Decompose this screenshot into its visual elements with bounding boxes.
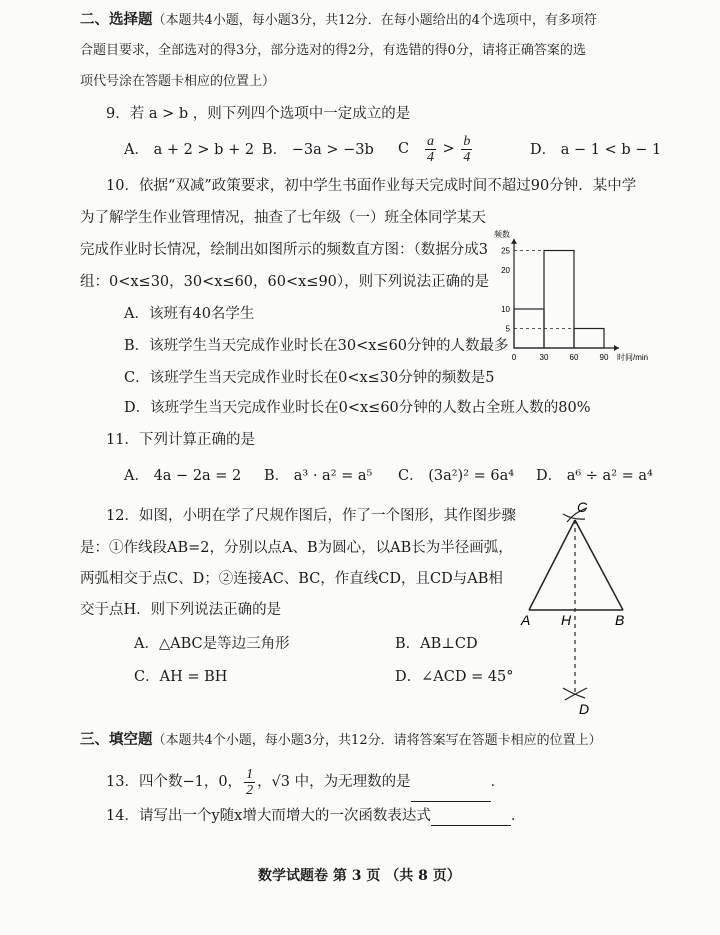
label-a: A <box>521 612 531 628</box>
page-footer: 数学试题卷 第 3 页 （共 8 页） <box>258 868 461 884</box>
x-tick-label: 60 <box>569 353 579 362</box>
q9-c-lhs-den: 4 <box>426 149 434 165</box>
x-tick-label: 0 <box>511 353 517 362</box>
q9-option-c-op: > <box>442 141 455 157</box>
q9-option-c-lhs <box>425 134 436 165</box>
q12-line4: 交于点H．则下列说法正确的是 <box>80 602 282 618</box>
q10-option-a: A．该班有40名学生 <box>124 306 255 322</box>
section2-note-line2: 合题目要求，全部选对的得3分，部分选对的得2分，有选错的得0分，请将正确答案的选 <box>80 43 586 58</box>
q14-answer-blank[interactable] <box>431 811 511 826</box>
q10-line4: 组：0<x≤30，30<x≤60，60<x≤90），则下列说法正确的是 <box>80 274 490 290</box>
q11-option-a: A． 4a − 2a = 2 <box>124 468 242 484</box>
q9-option-d: D． a − 1 < b − 1 <box>530 142 662 158</box>
side-bc <box>575 520 623 610</box>
q10-option-d: D．该班学生当天完成作业时长在0<x≤60分钟的人数占全班人数的80% <box>124 400 591 416</box>
geometry-figure <box>515 500 650 720</box>
x-tick-label: 90 <box>599 353 609 362</box>
histogram-bar <box>574 329 604 349</box>
q10-line3: 完成作业时长情况，绘制出如图所示的频数直方图：（数据分成3 <box>80 242 488 258</box>
q12-option-b: B．AB⊥CD <box>395 636 478 652</box>
q13-answer-blank[interactable] <box>411 787 491 802</box>
q9-option-a: A． a + 2 > b + 2 <box>124 142 255 158</box>
q9-c-lhs-num: a <box>426 133 434 149</box>
y-tick-label: 20 <box>501 266 510 275</box>
q9-c-rhs-num: b <box>463 133 471 149</box>
y-axis-arrow <box>511 239 517 244</box>
q11-option-d: D． a⁶ ÷ a² = a⁴ <box>536 468 653 484</box>
q13-pre: 13．四个数−1，0， <box>106 774 243 790</box>
q12-option-d: D．∠ACD = 45° <box>395 669 514 685</box>
q12-line2: 是：①作线段AB=2，分别以点A、B为圆心，以AB长为半径画弧， <box>80 540 513 556</box>
label-d: D <box>579 701 590 717</box>
q13-end: ． <box>490 774 506 790</box>
section2-note-line1: （本题共4小题，每小题3分，共12分．在每小题给出的4个选项中，有多项符 <box>152 13 597 28</box>
x-axis-label: 时间/min <box>617 353 649 362</box>
arc-bottom-right <box>565 688 587 700</box>
q14-end: ． <box>510 808 526 824</box>
q12-option-c: C．AH = BH <box>134 669 228 685</box>
arc-bottom-left <box>563 688 585 698</box>
q9-option-c-label: C <box>398 141 410 157</box>
section3-note: （本题共4个小题，每小题3分，共12分．请将答案写在答题卡相应的位置上） <box>152 733 602 748</box>
q9-stem: 9．若 a > b ，则下列四个选项中一定成立的是 <box>106 106 411 122</box>
x-tick-label: 30 <box>539 353 549 362</box>
q9-option-b: B． −3a > −3b <box>262 142 374 158</box>
q10-option-b: B．该班学生当天完成作业时长在30<x≤60分钟的人数最多 <box>124 338 509 354</box>
section3-title: 三、填空题 <box>80 731 153 748</box>
y-tick-label: 5 <box>505 324 510 334</box>
side-ac <box>529 520 575 610</box>
q11-option-c: C． (3a²)² = 6a⁴ <box>398 468 515 484</box>
q9-option-c-rhs <box>461 134 472 165</box>
q12-line1: 12．如图，小明在学了尺规作图后，作了一个图形，其作图步骤 <box>106 508 516 524</box>
q13-frac-num: 1 <box>246 766 254 782</box>
label-c: C <box>577 499 588 515</box>
section2-note-line3: 项代号涂在答题卡相应的位置上） <box>80 74 276 89</box>
q9-c-rhs-den: 4 <box>463 149 471 165</box>
q11-option-b: B． a³ · a² = a⁵ <box>264 468 373 484</box>
y-tick-label: 25 <box>501 246 510 256</box>
section2-title: 二、选择题 <box>80 11 153 28</box>
q13-frac-den: 2 <box>246 782 254 798</box>
q10-line1: 10．依据“双减”政策要求，初中学生书面作业每天完成时间不超过90分钟．某中学 <box>106 178 637 194</box>
q10-line2: 为了解学生作业管理情况，抽查了七年级（一）班全体同学某天 <box>80 210 486 226</box>
label-h: H <box>561 612 572 628</box>
histogram-bar <box>544 251 574 349</box>
q14 <box>106 806 525 826</box>
q13-mid: ，√3 中，为无理数的是 <box>257 774 411 790</box>
q13-fraction <box>244 767 255 798</box>
x-axis-arrow <box>614 345 619 351</box>
histogram-chart <box>490 222 649 374</box>
q10-option-c: C．该班学生当天完成作业时长在0<x≤30分钟的频数是5 <box>124 370 495 386</box>
q14-text: 14．请写出一个y随x增大而增大的一次函数表达式 <box>106 808 431 824</box>
q13 <box>106 762 505 802</box>
section2-heading <box>80 10 597 31</box>
y-tick-label: 10 <box>501 305 510 314</box>
q12-option-a: A．△ABC是等边三角形 <box>134 636 290 652</box>
histogram-plot <box>494 229 648 362</box>
section3-heading <box>80 730 602 751</box>
q9-option-c <box>398 128 474 170</box>
q11-stem: 11．下列计算正确的是 <box>106 432 255 448</box>
q12-line3: 两弧相交于点C、D；②连接AC、BC，作直线CD，且CD与AB相 <box>80 571 503 587</box>
label-b: B <box>615 612 625 628</box>
y-axis-label: 频数 <box>494 229 510 239</box>
